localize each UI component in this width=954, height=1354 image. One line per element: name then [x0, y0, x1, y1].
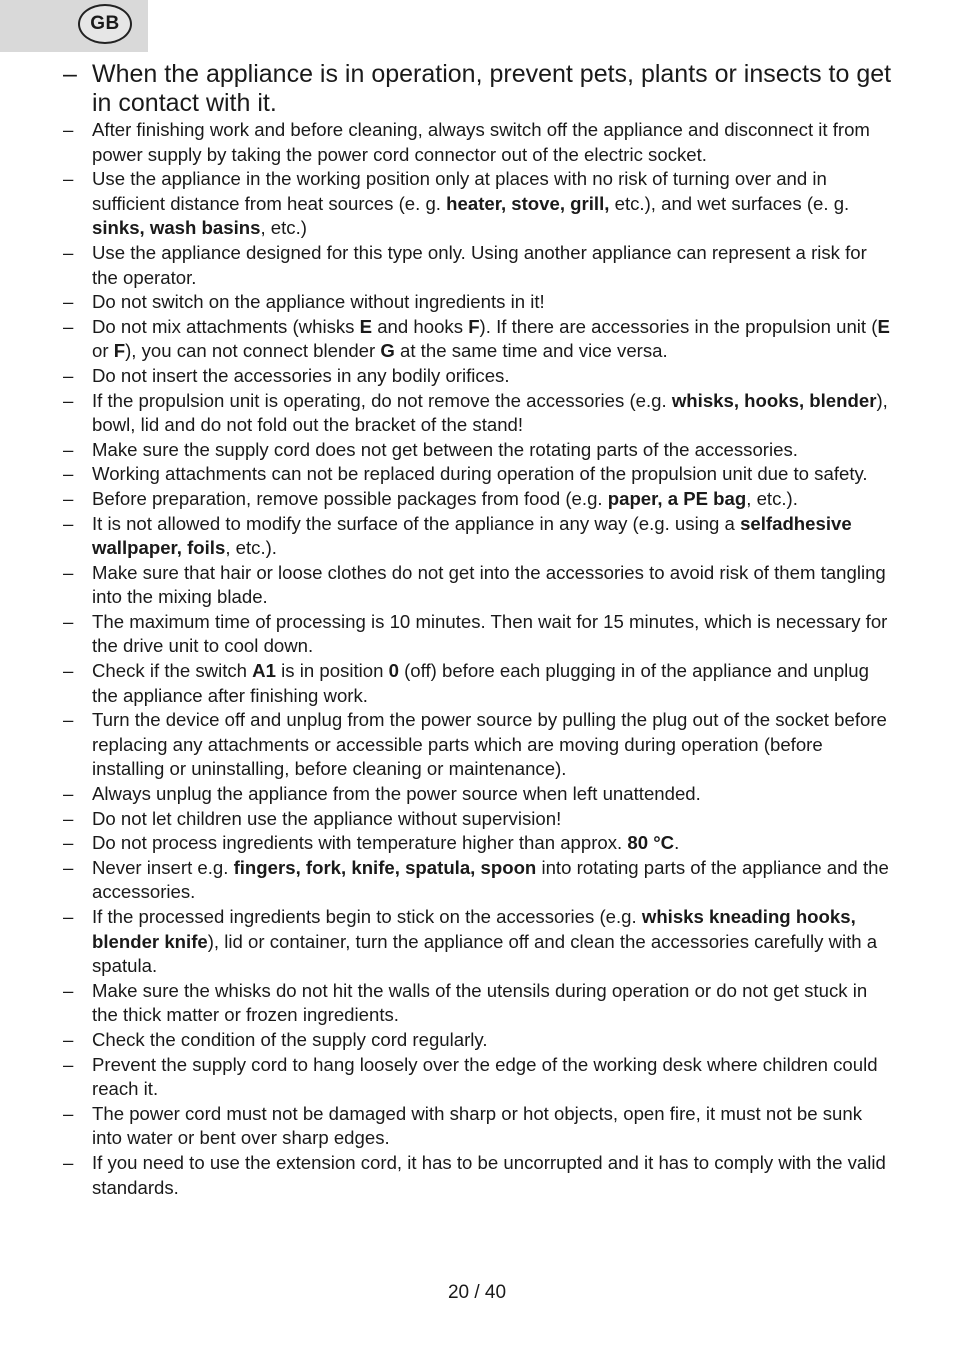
bullet-dash: –	[63, 438, 74, 460]
text-segment: ), bowl, lid and do not fold out the bracket of the stand!	[92, 389, 888, 436]
text-segment: or	[92, 340, 114, 362]
list-item	[63, 462, 895, 487]
text-segment: Working attachments can not be replaced during operation of the propulsion unit due to safety.	[92, 463, 868, 485]
list-item	[63, 1102, 895, 1151]
language-tab	[0, 0, 148, 52]
text-segment: ), you can not connect blender	[125, 340, 381, 362]
text-segment: Do not switch on the appliance without ingredients in it!	[92, 291, 545, 313]
text-segment: Do not mix attachments (whisks	[92, 315, 360, 337]
list-item	[63, 1151, 895, 1200]
bold-text: sinks, wash basins	[92, 217, 261, 239]
text-segment: Make sure that hair or loose clothes do not get into the accessories to avoid risk of them tangling into the mixing blade.	[92, 561, 886, 608]
text-segment: is in position	[275, 660, 389, 682]
text-segment: The maximum time of processing is 10 minutes. Then wait for 15 minutes, which is necessary for the drive unit to cool down.	[92, 610, 888, 657]
text-segment: Make sure the supply cord does not get between the rotating parts of the accessories.	[92, 438, 798, 460]
bullet-dash: –	[63, 610, 74, 632]
list-item	[63, 610, 895, 659]
list-item	[63, 659, 895, 708]
bullet-dash: –	[63, 832, 74, 854]
text-segment: , etc.)	[260, 217, 307, 239]
bullet-dash: –	[63, 60, 77, 88]
text-segment: Check the condition of the supply cord regularly.	[92, 1028, 488, 1050]
list-item	[63, 782, 895, 807]
bullet-dash: –	[63, 783, 74, 805]
list-item	[63, 512, 895, 561]
bold-text: fingers, fork, knife, spatula, spoon	[233, 856, 537, 878]
list-item	[63, 487, 895, 512]
bullet-dash: –	[63, 856, 74, 878]
list-item	[63, 979, 895, 1028]
bold-text: E	[877, 315, 890, 337]
list-item	[63, 1028, 895, 1053]
text-segment: into rotating parts of the appliance and the accessories.	[92, 856, 889, 903]
list-item	[63, 438, 895, 463]
text-segment: Do not let children use the appliance without supervision!	[92, 807, 562, 829]
text-segment: Never insert e.g.	[92, 856, 234, 878]
bold-text: A1	[252, 660, 276, 682]
text-segment: Make sure the whisks do not hit the walls of the utensils during operation or do not get stuck in the thick matter or frozen ingredients.	[92, 979, 868, 1026]
text-segment: When the appliance is in operation, prevent pets, plants or insects to get in contact with it.	[92, 60, 892, 117]
list-item	[63, 118, 895, 167]
bold-text: G	[380, 340, 395, 362]
bullet-dash: –	[63, 315, 74, 337]
list-item	[63, 364, 895, 389]
text-segment: etc.), and wet surfaces (e. g.	[609, 192, 850, 214]
bullet-dash: –	[63, 119, 74, 140]
text-segment: ), lid or container, turn the appliance off and clean the accessories carefully with a spatula.	[92, 930, 878, 977]
page-number: 20 / 40	[447, 1282, 507, 1303]
text-segment: , etc.).	[225, 537, 277, 559]
text-segment: .	[674, 832, 680, 854]
list-item	[63, 807, 895, 832]
text-segment: and hooks	[372, 315, 469, 337]
bullet-dash: –	[63, 1053, 74, 1075]
bullet-dash: –	[63, 660, 74, 682]
text-segment: , etc.).	[746, 487, 798, 509]
bullet-dash: –	[63, 561, 74, 583]
text-segment: The power cord must not be damaged with sharp or hot objects, open fire, it must not be sunk into water or bent over sharp edges.	[92, 1102, 862, 1149]
list-item	[63, 1053, 895, 1102]
safety-instructions-list	[63, 60, 895, 1200]
text-segment: Use the appliance designed for this type only. Using another appliance can represent a risk for the operator.	[92, 241, 867, 288]
bold-text: paper, a PE bag	[607, 487, 747, 509]
text-segment: Check if the switch	[92, 660, 253, 682]
text-segment: (off) before each plugging in of the appliance and unplug the appliance after finishing work.	[92, 660, 869, 706]
list-item	[63, 315, 895, 364]
bullet-dash: –	[63, 709, 74, 731]
text-segment: It is not allowed to modify the surface of the appliance in any way (e.g. using a	[92, 512, 741, 534]
bullet-dash: –	[63, 807, 74, 829]
text-segment: Do not process ingredients with temperature higher than approx.	[92, 832, 628, 854]
bullet-dash: –	[63, 241, 74, 263]
bullet-dash: –	[63, 463, 74, 485]
list-item	[63, 389, 895, 438]
text-segment: at the same time and vice versa.	[394, 340, 668, 362]
bullet-dash: –	[63, 364, 74, 386]
list-item	[63, 831, 895, 856]
text-segment: Turn the device off and unplug from the power source by pulling the plug out of the socket before replacing any attachments or accessible parts which are moving during operation (before installing or uninstalling, before cleaning or maintenance).	[92, 709, 887, 780]
bold-text: 0	[388, 660, 399, 682]
text-segment: Always unplug the appliance from the power source when left unattended.	[92, 783, 701, 805]
text-segment: Do not insert the accessories in any bodily orifices.	[92, 364, 510, 386]
bold-text: E	[359, 315, 373, 337]
text-segment: After finishing work and before cleaning, always switch off the appliance and disconnect it from power supply by taking the power cord connector out of the electric socket.	[92, 119, 870, 165]
bullet-dash: –	[63, 168, 74, 190]
bold-text: F	[113, 340, 126, 362]
text-segment: ). If there are accessories in the propulsion unit (	[479, 315, 878, 337]
bullet-dash: –	[63, 1028, 74, 1050]
text-segment: If the propulsion unit is operating, do not remove the accessories (e.g.	[92, 389, 672, 411]
text-segment: If you need to use the extension cord, it has to be uncorrupted and it has to comply with the valid standards.	[92, 1151, 886, 1198]
list-item	[63, 241, 895, 290]
bold-text: 80 °C	[627, 832, 675, 854]
bold-text: selfadhesive wallpaper, foils	[92, 512, 852, 559]
list-item	[63, 290, 895, 315]
list-item	[63, 708, 895, 782]
bold-text: whisks kneading hooks, blender knife	[92, 906, 856, 952]
list-item	[63, 167, 895, 241]
text-segment: If the processed ingredients begin to stick on the accessories (e.g.	[92, 906, 642, 927]
list-item	[63, 561, 895, 610]
bullet-dash: –	[63, 1102, 74, 1124]
list-item	[63, 905, 895, 979]
bullet-dash: –	[63, 979, 74, 1001]
bullet-dash: –	[63, 487, 74, 509]
bold-text: F	[468, 315, 480, 337]
bullet-dash: –	[63, 291, 74, 313]
bullet-dash: –	[63, 906, 74, 927]
bold-text: whisks, hooks, blender	[671, 389, 877, 411]
language-badge: GB	[78, 4, 132, 44]
list-item	[63, 856, 895, 905]
bullet-dash: –	[63, 512, 74, 534]
bullet-dash: –	[63, 1151, 74, 1173]
list-item	[63, 60, 895, 118]
text-segment: Prevent the supply cord to hang loosely over the edge of the working desk where children could reach it.	[92, 1053, 878, 1100]
text-segment: Before preparation, remove possible packages from food (e.g.	[92, 487, 608, 509]
bold-text: heater, stove, grill,	[446, 192, 610, 214]
text-segment: Use the appliance in the working position only at places with no risk of turning over and in sufficient distance from heat sources (e. g.	[92, 168, 827, 214]
bullet-dash: –	[63, 389, 74, 411]
